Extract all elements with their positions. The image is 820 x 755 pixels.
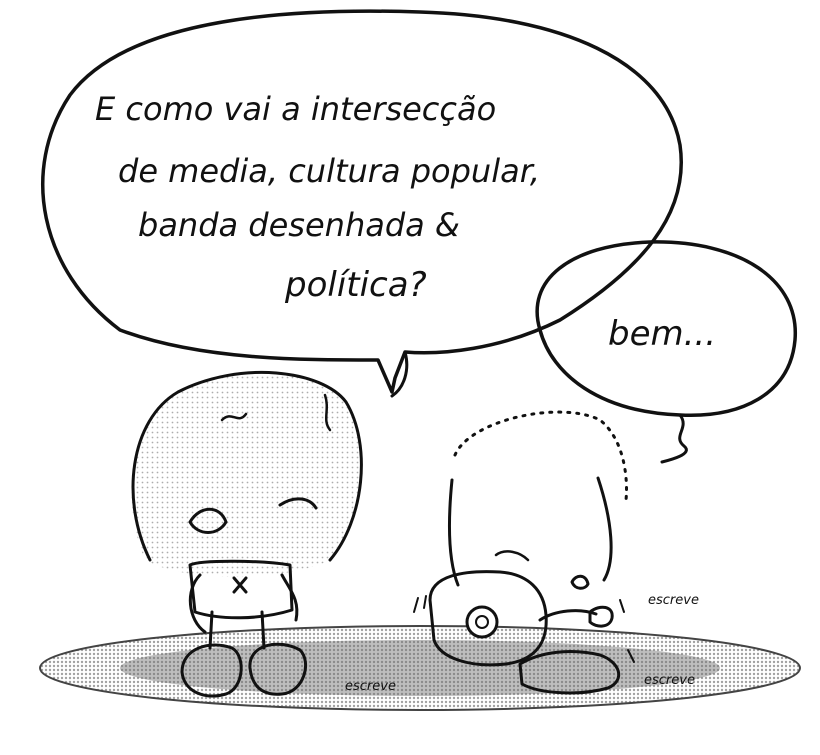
speech-line-4: política? xyxy=(285,265,427,305)
sound-effect-escreve: escreve xyxy=(644,673,695,688)
speech-balloon-left xyxy=(43,11,682,396)
speech-line-2: de media, cultura popular, xyxy=(118,152,541,190)
speech-line-3: banda desenhada & xyxy=(138,206,460,244)
sound-effect-escreve: escreve xyxy=(345,679,396,694)
floor-shadow xyxy=(40,626,800,710)
speech-text-right: bem... xyxy=(608,314,717,354)
sound-effect-escreve: escreve xyxy=(648,593,699,608)
speech-line-1: E como vai a intersecção xyxy=(95,90,497,128)
speech-text-left xyxy=(95,90,540,305)
